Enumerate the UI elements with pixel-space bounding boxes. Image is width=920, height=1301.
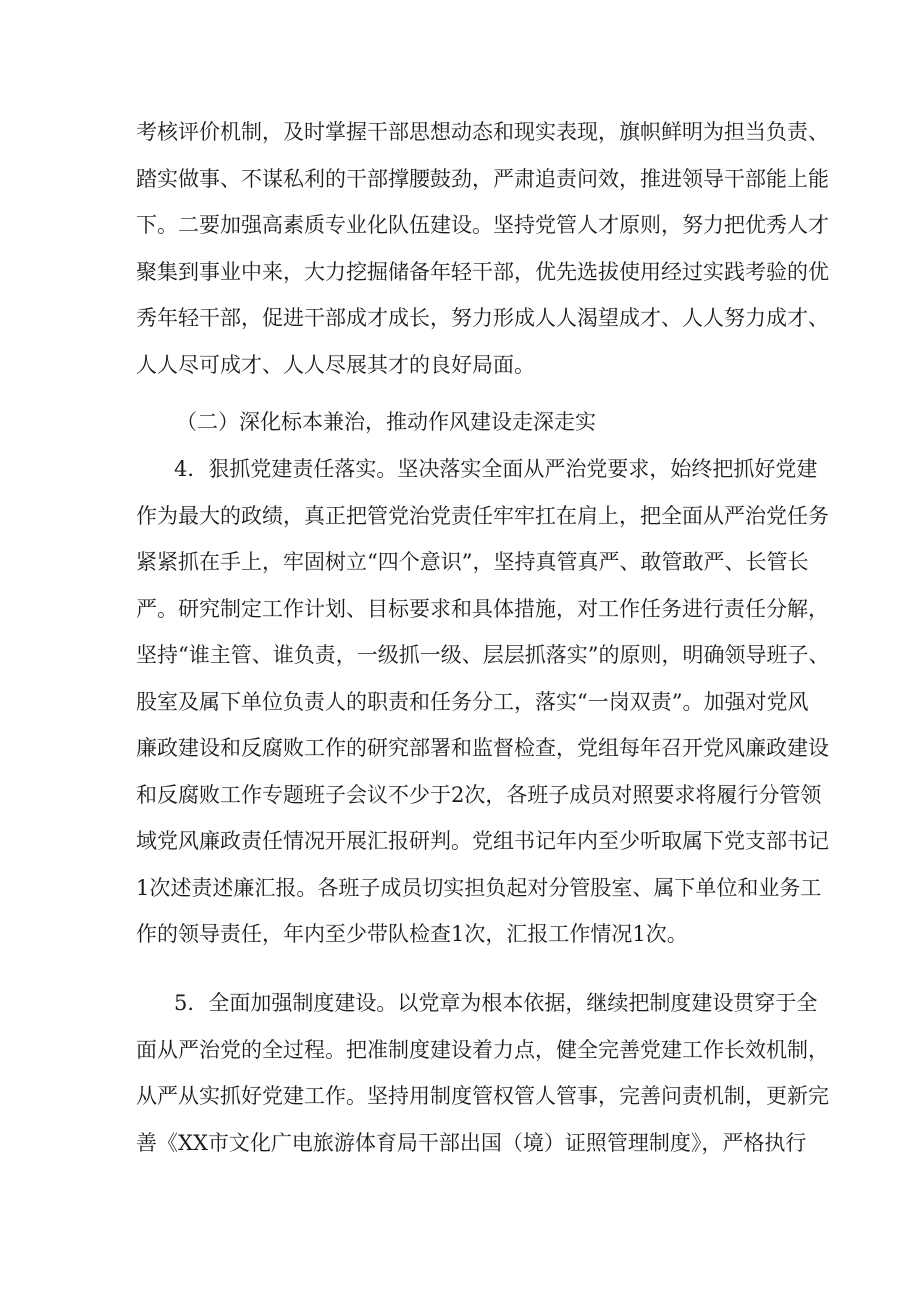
text-line: 秀年轻干部，促进干部成才成长，努力形成人人渴望成才、人人努力成才、 — [136, 306, 829, 330]
text-line: 5．全面加强制度建设。以党章为根本依据，继续把制度建设贯穿于全 — [174, 991, 818, 1015]
text-line: 人人尽可成才、人人尽展其才的良好局面。 — [136, 352, 535, 377]
paragraph-1 — [136, 109, 829, 388]
text-line: 踏实做事、不谋私利的干部撑腰鼓劲，严肃追责问效，推进领导干部能上能 — [136, 166, 829, 191]
text-line: 域党风廉政责任情况开展汇报研判。党组书记年内至少听取属下党支部书记 — [136, 829, 829, 853]
text-line: 聚集到事业中来，大力挖掘储备年轻干部，优先选拔使用经过实践考验的优 — [136, 259, 829, 284]
text-line: 从严从实抓好党建工作。坚持用制度管权管人管事，完善问责机制，更新完 — [136, 1084, 829, 1108]
text-line: 面从严治党的全过程。把准制度建设着力点，健全完善党建工作长效机制， — [136, 1037, 829, 1062]
paragraph-item-4 — [136, 446, 830, 958]
text-line: 1次述责述廉汇报。各班子成员切实担负起对分管股室、属下单位和业务工 — [136, 875, 822, 900]
text-line: 严。研究制定工作计划、目标要求和具体措施，对工作任务进行责任分解， — [136, 596, 829, 621]
text-line: 和反腐败工作专题班子会议不少于2次，各班子成员对照要求将履行分管领 — [136, 782, 822, 807]
text-line: 廉政建设和反腐败工作的研究部署和监督检查，党组每年召开党风廉政建设 — [136, 736, 829, 760]
text-line: 下。二要加强高素质专业化队伍建设。坚持党管人才原则，努力把优秀人才 — [136, 213, 829, 237]
text-line: 善《XX市文化广电旅游体育局干部出国（境）证照管理制度》，严格执行 — [136, 1130, 807, 1155]
text-line: 紧紧抓在手上，牢固树立“四个意识”，坚持真管真严、敢管敢严、长管长 — [136, 550, 809, 574]
text-line: 作为最大的政绩，真正把管党治党责任牢牢扛在肩上，把全面从严治党任务 — [136, 503, 829, 528]
text-line: 4．狠抓党建责任落实。坚决落实全面从严治党要求，始终把抓好党建 — [174, 457, 818, 481]
text-line: 作的领导责任，年内至少带队检查1次，汇报工作情况1次。 — [136, 922, 688, 946]
section-heading: （二）深化标本兼治，推动作风建设走深走实 — [176, 410, 596, 434]
paragraph-item-5 — [136, 980, 829, 1166]
text-line: 考核评价机制，及时掌握干部思想动态和现实表现，旗帜鲜明为担当负责、 — [136, 120, 829, 144]
text-line: 坚持“谁主管、谁负责，一级抓一级、层层抓落实”的原则，明确领导班子、 — [136, 643, 830, 667]
text-line: 股室及属下单位负责人的职责和任务分工，落实“一岗双责”。加强对党风 — [136, 689, 809, 714]
